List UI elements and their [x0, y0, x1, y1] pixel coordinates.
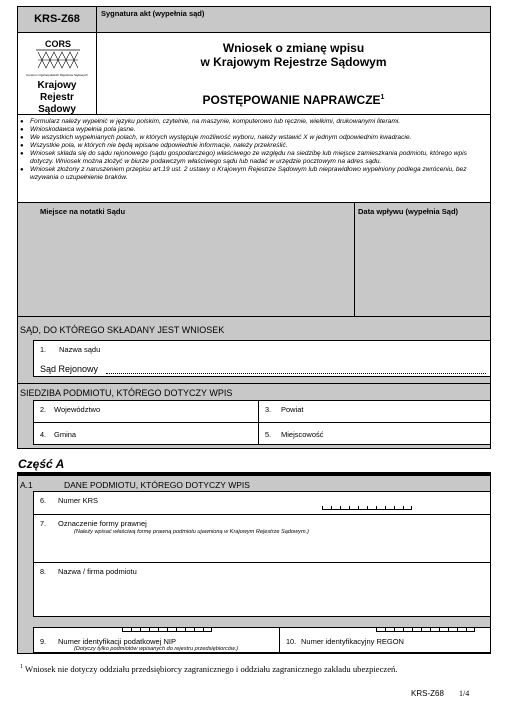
- instructions-list: [18, 118, 487, 182]
- cors-logo-graphic: [32, 38, 84, 74]
- field-number: 1.: [40, 345, 47, 354]
- legal-form-hint: (Należy wpisać właściwą formę prawną podmiotu ujawnioną w Krajowym Rejestrze Sądowym.): [74, 529, 310, 535]
- footnote-mark: 1: [20, 664, 23, 670]
- court-area-divider: [354, 203, 355, 316]
- regon-field[interactable]: [279, 627, 491, 653]
- krs-number-field[interactable]: [33, 491, 491, 515]
- form-title-line2: w Krajowym Rejestrze Sądowym: [200, 55, 387, 69]
- regon-digit-boxes: [376, 628, 475, 632]
- instruction-item: ● Wniosek składa się do sądu rejonowego (sądu gospodarczego) właściwego ze względu na siedzibę lub miejsce zamieszkania podmiotu, którego wpis dotyczy. Wniosek można złożyć w biurze podawczym właściwego sądu lub nadać w urzędzie pocztowym na adres sądu.: [18, 150, 487, 166]
- field-number: 7.: [40, 519, 47, 528]
- a1-title: DANE PODMIOTU, KTÓREGO DOTYCZY WPIS: [64, 480, 250, 490]
- footnote-text: Wniosek nie dotyczy oddziału przedsiębiorcy zagranicznego i oddziału zagranicznego zakładu ubezpieczeń.: [23, 663, 398, 674]
- court-section-heading: SĄD, DO KTÓREGO SKŁADANY JEST WNIOSEK: [20, 325, 225, 335]
- court-name-prefix: Sąd Rejonowy: [40, 364, 99, 374]
- court-name-dots: [106, 372, 486, 374]
- regon-label: Numer identyfikacyjny REGON: [301, 637, 404, 646]
- instruction-item: ● We wszystkich wypełnianych polach, w których występuje możliwość wyboru, należy wstawić X w jednym odpowiednim kwadracie.: [18, 134, 487, 142]
- form-title-line1: Wniosek o zmianę wpisu: [222, 41, 365, 55]
- field-number: 9.: [40, 637, 47, 646]
- signature-label: Sygnatura akt (wypełnia sąd): [101, 9, 205, 18]
- voivodeship-field[interactable]: [33, 400, 259, 423]
- logo-box: [17, 32, 97, 115]
- krs-digit-boxes: [322, 506, 412, 510]
- page-number: 1/4: [459, 689, 470, 698]
- nip-label: Numer identyfikacji podatkowej NIP: [58, 637, 176, 646]
- commune-label: Gmina: [54, 430, 77, 439]
- field-number: 6.: [40, 496, 47, 505]
- form-code: KRS-Z68: [34, 13, 80, 25]
- nip-hint: (Dotyczy tylko podmiotów wpisanych do rejestru przedsiębiorców.): [74, 646, 239, 652]
- locality-label: Miejscowość: [281, 430, 324, 439]
- entity-name-field[interactable]: [33, 562, 491, 617]
- legal-form-field[interactable]: [33, 514, 491, 563]
- nip-digit-boxes: [122, 628, 212, 632]
- field-number: 2.: [40, 405, 47, 414]
- court-area: [17, 202, 491, 317]
- field-number: 4.: [40, 430, 47, 439]
- voivodeship-label: Województwo: [54, 405, 101, 414]
- court-name-field[interactable]: [33, 340, 491, 377]
- footer-code: KRS-Z68: [411, 689, 444, 698]
- title-box: [96, 32, 491, 115]
- court-notes-label: Miejsce na notatki Sądu: [40, 207, 126, 216]
- field-number: 8.: [40, 567, 47, 576]
- nip-field[interactable]: [33, 627, 280, 653]
- commune-field[interactable]: [33, 422, 259, 445]
- instruction-item: ● Wniosek złożony z naruszeniem przepisu art.19 ust. 2 ustawy o Krajowym Rejestrze Sądowym lub nieprawidłowo wypełniony podlega zwróceniu, bez wzywania o uzupełnienie braków.: [18, 166, 487, 182]
- instructions-box: [17, 114, 491, 203]
- county-field[interactable]: [258, 400, 491, 423]
- form-code-box: [17, 6, 97, 33]
- field-number: 5.: [265, 430, 272, 439]
- locality-field[interactable]: [258, 422, 491, 445]
- instruction-item: ● Wnioskodawca wypełnia pola jasne.: [18, 126, 487, 134]
- instruction-item: ● Wszystkie pola, w których nie będą wpisane odpowiednie informacje, należy przekreślić.: [18, 142, 487, 150]
- seat-section-heading: SIEDZIBA PODMIOTU, KTÓREGO DOTYCZY WPIS: [20, 388, 233, 398]
- subtitle-footnote: 1: [380, 94, 385, 101]
- logo-text: CORS: [44, 39, 72, 49]
- field-number: 10.: [286, 637, 297, 646]
- intake-date-label: Data wpływu (wypełnia Sąd): [358, 207, 459, 216]
- court-name-label: Nazwa sądu: [59, 345, 101, 354]
- logo-subtext: Centrum Ogólnopolskich Rejestrów Sądowych: [26, 73, 88, 77]
- legal-form-label: Oznaczenie formy prawnej: [58, 519, 147, 528]
- footnote: [20, 662, 397, 674]
- instruction-item: ● Formularz należy wypełnić w języku polskim, czytelnie, na maszynie, komputerowo lub ręcznie, wielkimi, drukowanymi literami.: [18, 118, 487, 126]
- form-subtitle: [97, 91, 490, 107]
- krs-number-label: Numer KRS: [58, 496, 99, 505]
- part-a-title: Część A: [18, 457, 65, 471]
- cors-logo: [32, 38, 84, 74]
- entity-name-label: Nazwa / firma podmiotu: [58, 567, 137, 576]
- county-label: Powiat: [281, 405, 304, 414]
- subtitle-text: POSTĘPOWANIE NAPRAWCZE: [202, 93, 381, 107]
- a1-number: A.1: [20, 480, 33, 490]
- field-number: 3.: [265, 405, 272, 414]
- signature-field: [96, 6, 491, 33]
- registry-name: Krajowy Rejestr Sądowy: [37, 80, 77, 115]
